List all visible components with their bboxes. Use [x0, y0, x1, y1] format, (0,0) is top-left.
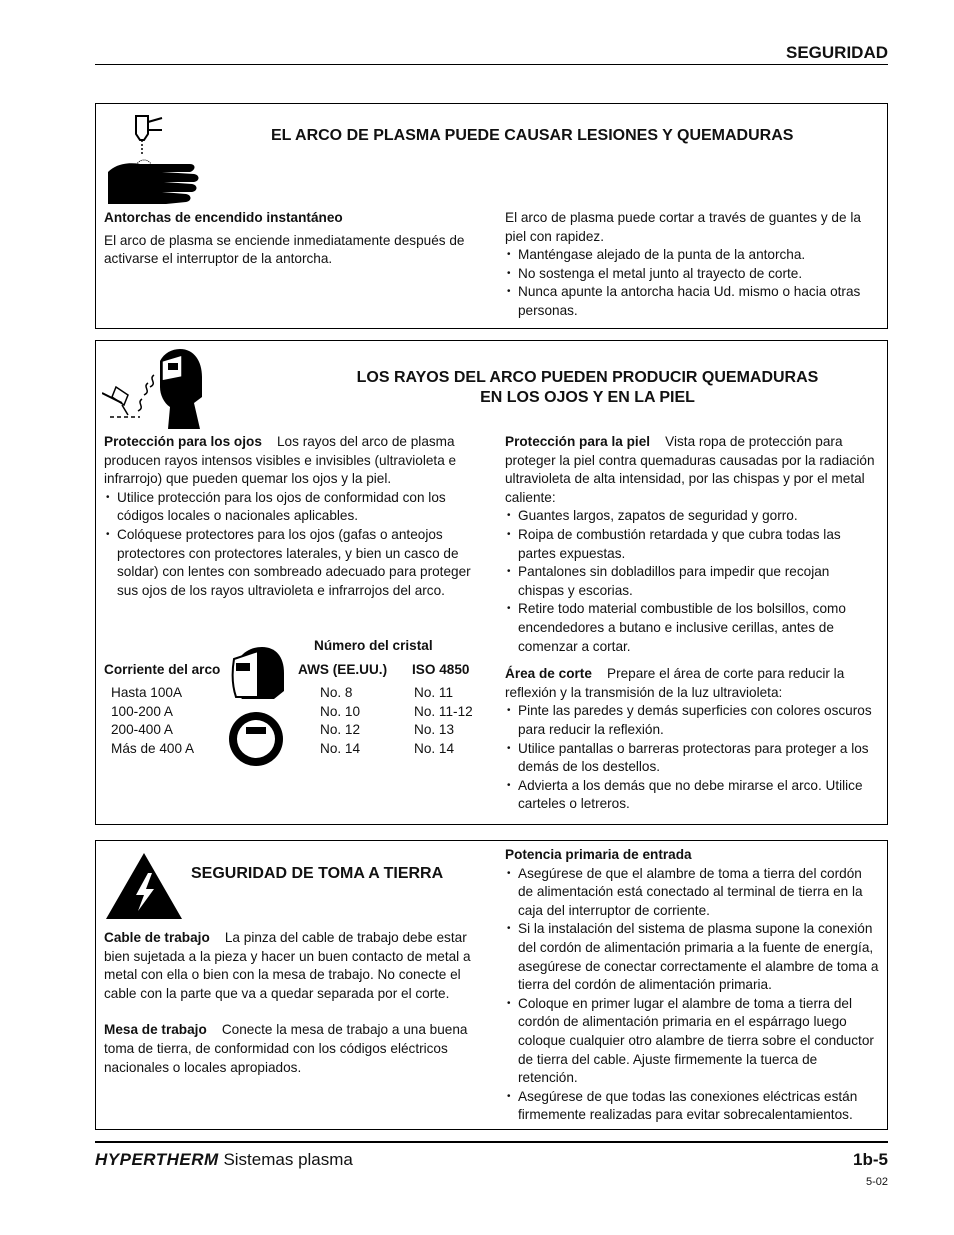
product-name: Sistemas plasma	[223, 1150, 353, 1169]
table-cell: 200-400 A	[111, 722, 173, 737]
list-item: • Utilice protección para los ojos de conformidad con los códigos locales o nacionales aplicables.	[104, 489, 484, 526]
heading-line-2: EN LOS OJOS Y EN LA PIEL	[480, 389, 695, 406]
footer-brand	[95, 1150, 353, 1170]
table-cell: No. 8	[320, 685, 353, 700]
revision-date: 5-02	[865, 1176, 888, 1188]
brand-logo: HYPERTHERM	[95, 1150, 219, 1169]
table-cell: 100-200 A	[111, 704, 173, 719]
subhead: Mesa de trabajo	[104, 1022, 207, 1038]
section-heading	[216, 368, 954, 408]
list-item: • No sostenga el metal junto al trayecto de corte.	[505, 265, 877, 284]
section-heading: EL ARCO DE PLASMA PUEDE CAUSAR LESIONES Y QUEMADURAS	[271, 127, 794, 144]
paragraph: Prepare el área de corte para reducir la reflexión y la transmisión de la luz ultravioleta:	[505, 666, 845, 700]
list-item: • Asegúrese de que el alambre de toma a tierra del cordón de alimentación está conectado al terminal de tierra en la caja del interruptor de corriente.	[505, 865, 880, 921]
welding-helmet-warning-icon	[102, 347, 206, 431]
subhead: Protección para los ojos	[104, 434, 262, 449]
footer-rule	[95, 1141, 888, 1143]
list-item: • Si la instalación del sistema de plasma supone la conexión del cordón de alimentación primaria a la fuente de energía, asegúrese de conectar correctamente el alambre de toma a tierra del cordón de alimentación primaria.	[505, 920, 880, 994]
table-cell: No. 14	[414, 741, 455, 756]
bullet-list	[505, 865, 880, 1125]
table-cell: No. 11-12	[414, 704, 473, 719]
paragraph: Conecte la mesa de trabajo a una buena toma de tierra, de conformidad con los códigos eléctricos nacionales o locales apropiados.	[104, 1022, 468, 1075]
subhead: Antorchas de encendido instantáneo	[104, 210, 343, 225]
paragraph: El arco de plasma puede cortar a través de guantes y de la piel con rapidez.	[505, 210, 861, 244]
lens-shade-table	[96, 637, 496, 767]
bullet-list	[505, 702, 877, 814]
list-item: • Asegúrese de que todas las conexiones eléctricas están firmemente realizadas para evitar sobrecalentamientos.	[505, 1088, 880, 1125]
primary-power-column	[505, 846, 880, 1125]
section-arc-rays	[95, 340, 888, 825]
table-cell: Hasta 100A	[111, 685, 183, 700]
safety-goggles-icon	[226, 709, 286, 769]
bullet-list	[505, 507, 877, 656]
paragraph: El arco de plasma se enciende inmediatamente después de activarse el interruptor de la antorcha.	[104, 232, 465, 267]
table-cell: No. 11	[414, 685, 454, 700]
electric-shock-warning-icon	[104, 851, 184, 921]
subhead: Potencia primaria de entrada	[505, 847, 692, 862]
subhead: Área de corte	[505, 666, 592, 682]
header-rule	[95, 64, 888, 65]
list-item: • Pantalones sin dobladillos para impedir que recojan chispas y escorias.	[505, 563, 877, 600]
table-header-current: Corriente del arco	[104, 662, 221, 677]
section-plasma-arc	[95, 103, 888, 329]
table-cell: No. 12	[320, 722, 361, 737]
welding-helmet-icon	[228, 645, 288, 701]
list-item: • Manténgase alejado de la punta de la antorcha.	[505, 246, 877, 265]
table-cell: No. 14	[320, 741, 361, 756]
list-item: • Guantes largos, zapatos de seguridad y gorro.	[505, 507, 877, 526]
list-item: • Pinte las paredes y demás superficies con colores oscuros para reducir la reflexión.	[505, 702, 877, 739]
section-grounding	[95, 840, 888, 1130]
heading-line-1: LOS RAYOS DEL ARCO PUEDEN PRODUCIR QUEMADURAS	[356, 369, 819, 386]
bullet-list	[505, 246, 877, 320]
table-header-iso: ISO 4850	[412, 662, 470, 677]
bullet-list	[104, 489, 484, 601]
eye-protection-column	[104, 433, 484, 600]
work-cable-column	[104, 929, 484, 1077]
list-item: • Retire todo material combustible de los bolsillos, como encendedores a butano e inclusive cerillas, antes de comenzar a cortar.	[505, 600, 877, 656]
list-item: • Coloque en primer lugar el alambre de toma a tierra del cordón de alimentación primaria en el espárrago luego coloque cualquier otro alambre de tierra sobre el conductor de tierra del cable. Ajuste firmemente la tuerca de retención.	[505, 995, 880, 1088]
table-header-aws: AWS (EE.UU.)	[298, 662, 388, 677]
list-item: • Roipa de combustión retardada y que cubra todas las partes expuestas.	[505, 526, 877, 563]
list-item: • Colóquese protectores para los ojos (gafas o anteojos protectores con protectores laterales, y bien un casco de soldar) con lentes con sombreado adecuado para proteger sus ojos de los rayos ultravioleta e infrarrojos del arco.	[104, 526, 484, 600]
skin-protection-column	[505, 433, 877, 814]
subhead: Protección para la piel	[505, 434, 651, 449]
paragraph: La pinza del cable de trabajo debe estar bien sujetada a la pieza y hacer un buen contacto de metal a metal con ella o bien con la mesa de trabajo. No conecte el cable con la parte que va a quedar separada por el corte.	[104, 930, 471, 1001]
table-cell: No. 10	[320, 704, 361, 719]
section-heading: SEGURIDAD DE TOMA A TIERRA	[191, 865, 444, 882]
instant-ignition-column	[104, 209, 479, 269]
hand-torch-warning-icon	[106, 112, 201, 204]
subhead: Cable de trabajo	[104, 930, 210, 945]
list-item: • Utilice pantallas o barreras protectoras para proteger a los demás de los destellos.	[505, 740, 877, 777]
paragraph: Los rayos del arco de plasma producen rayos intensos visibles e invisibles (ultravioleta e infrarrojo) que pueden quemar los ojos y la piel.	[104, 434, 457, 487]
page-title: SEGURIDAD	[785, 43, 888, 62]
paragraph: Vista ropa de protección para proteger la piel contra quemaduras causadas por la radiación ultravioleta de alta intensidad, por las chispas y por el metal caliente:	[505, 434, 875, 505]
table-cell: No. 13	[414, 722, 455, 737]
list-item: • Advierta a los demás que no debe mirarse el arco. Utilice carteles o letreros.	[505, 777, 877, 814]
table-group-header: Número del cristal	[314, 638, 433, 653]
page-number: 1b-5	[853, 1150, 888, 1169]
arc-cut-column	[505, 209, 877, 321]
table-cell: Más de 400 A	[111, 741, 195, 756]
list-item: • Nunca apunte la antorcha hacia Ud. mismo o hacia otras personas.	[505, 283, 877, 320]
